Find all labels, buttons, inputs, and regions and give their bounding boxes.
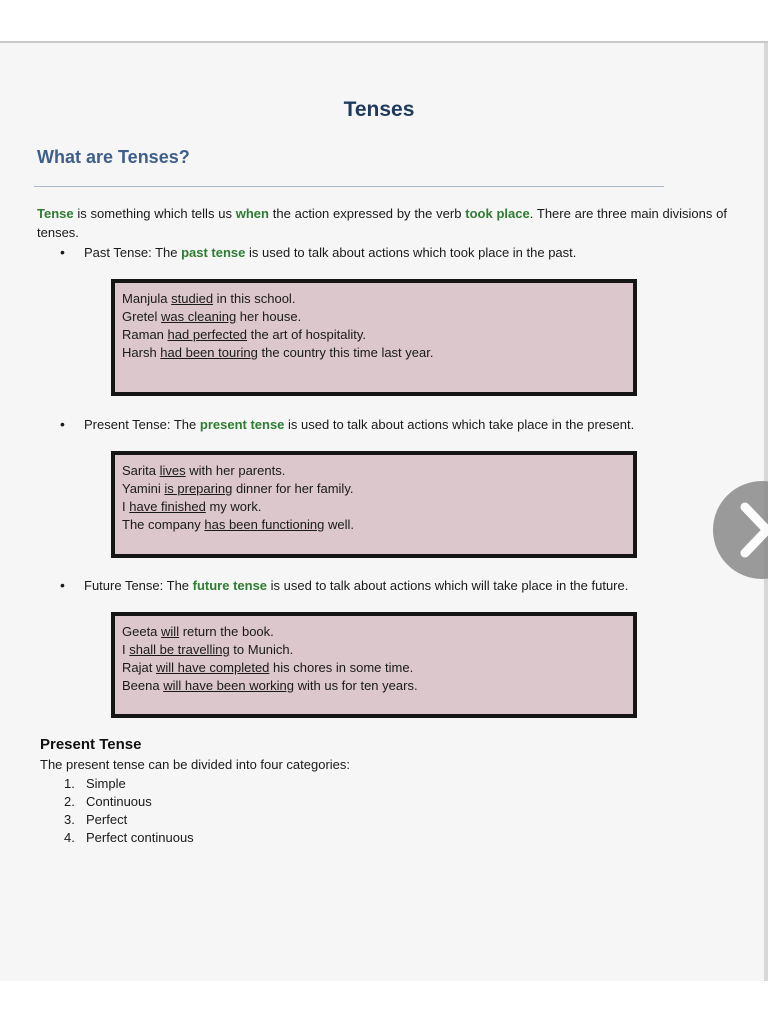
example-line: Sarita lives with her parents. xyxy=(122,463,286,478)
intro-paragraph: Tense is something which tells us when the action expressed by the verb took place. There are three main divisions of tenses. xyxy=(37,206,728,240)
bullet-dot: • xyxy=(60,577,65,593)
categories-list xyxy=(64,775,194,847)
example-line: Gretel was cleaning her house. xyxy=(122,309,302,324)
highlight-when: when xyxy=(235,206,269,221)
example-line: Raman had perfected the art of hospitality. xyxy=(122,327,367,342)
example-line: Manjula studied in this school. xyxy=(122,291,296,306)
example-line: The company has been functioning well. xyxy=(122,517,354,532)
example-line: Geeta will return the book. xyxy=(122,624,274,639)
present-tense-intro: The present tense can be divided into four categories: xyxy=(40,757,351,772)
highlight-took-place: took place xyxy=(465,206,530,221)
example-line: Harsh had been touring the country this time last year. xyxy=(122,345,434,360)
example-line: Rajat will have completed his chores in some time. xyxy=(122,660,414,675)
example-line: Yamini is preparing dinner for her family. xyxy=(122,481,354,496)
list-item: 4. Perfect continuous xyxy=(64,830,194,845)
section-heading: What are Tenses? xyxy=(37,147,190,167)
example-line: I shall be travelling to Munich. xyxy=(122,642,294,657)
past-examples-box xyxy=(111,279,637,396)
present-tense-heading: Present Tense xyxy=(40,736,142,753)
future-examples-box xyxy=(111,612,637,718)
bottom-area xyxy=(0,981,768,1024)
bullet-past-tense: • Past Tense: The past tense is used to talk about actions which took place in the past. xyxy=(60,244,577,260)
document-title: Tenses xyxy=(343,98,415,121)
example-line: I have finished my work. xyxy=(122,499,262,514)
list-item: 1. Simple xyxy=(64,776,126,791)
heading-rule xyxy=(34,186,664,187)
bullet-dot: • xyxy=(60,244,65,260)
bullet-future-tense: • Future Tense: The future tense is used to talk about actions which will take place in the future. xyxy=(60,577,629,593)
chevron-right-icon xyxy=(735,501,768,559)
example-line: Beena will have been working with us for ten years. xyxy=(122,678,418,693)
list-item: 2. Continuous xyxy=(64,794,152,809)
list-item: 3. Perfect xyxy=(64,812,128,827)
bullet-present-tense: • Present Tense: The present tense is used to talk about actions which take place in the present. xyxy=(60,416,635,432)
bullet-dot: • xyxy=(60,416,65,432)
present-examples-box xyxy=(111,451,637,558)
highlight-tense: Tense xyxy=(37,206,74,221)
